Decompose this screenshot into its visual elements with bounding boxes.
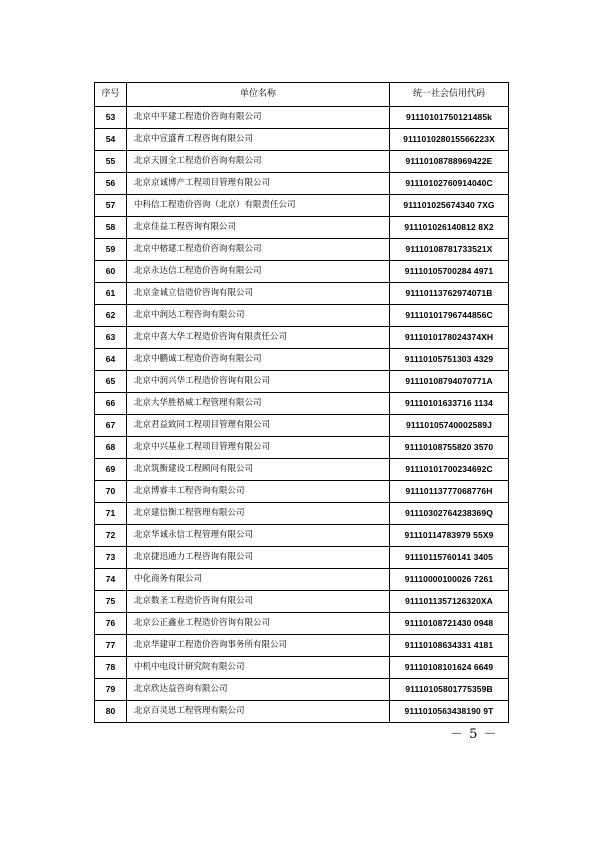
- table-row: [95, 195, 509, 217]
- credit-code-cell: 911101026140812 8X2: [390, 217, 509, 239]
- unit-name-cell: 中机中电设计研究院有限公司: [127, 657, 390, 679]
- credit-code-cell: 91110108788969422E: [390, 151, 509, 173]
- credit-code-cell: 91110101796744856C: [390, 305, 509, 327]
- table-row: [95, 547, 509, 569]
- unit-name-cell: 北京中宣盛育工程咨询有限公司: [127, 129, 390, 151]
- serial-number-cell: 73: [95, 547, 127, 569]
- table-row: [95, 635, 509, 657]
- credit-code-cell: 91110108721430 0948: [390, 613, 509, 635]
- table-row: [95, 327, 509, 349]
- serial-number-cell: 54: [95, 129, 127, 151]
- serial-number-cell: 76: [95, 613, 127, 635]
- serial-number-cell: 78: [95, 657, 127, 679]
- table-row: [95, 459, 509, 481]
- table-row: [95, 305, 509, 327]
- unit-name-cell: 北京京诚博产工程项目管理有限公司: [127, 173, 390, 195]
- serial-number-cell: 80: [95, 701, 127, 723]
- table-row: [95, 261, 509, 283]
- header-serial-number: 序号: [95, 83, 127, 107]
- unit-name-cell: 北京大华胜格威工程管理有限公司: [127, 393, 390, 415]
- serial-number-cell: 79: [95, 679, 127, 701]
- credit-code-cell: 911101025674340 7XG: [390, 195, 509, 217]
- serial-number-cell: 53: [95, 107, 127, 129]
- serial-number-cell: 56: [95, 173, 127, 195]
- table-row: [95, 481, 509, 503]
- serial-number-cell: 74: [95, 569, 127, 591]
- table-body: [95, 107, 509, 723]
- company-credit-code-table-container: [94, 82, 508, 723]
- unit-name-cell: 北京华诚永信工程管理有限公司: [127, 525, 390, 547]
- unit-name-cell: 北京建信衡工程管理有限公司: [127, 503, 390, 525]
- serial-number-cell: 75: [95, 591, 127, 613]
- unit-name-cell: 北京华建审工程造价咨询事务所有限公司: [127, 635, 390, 657]
- serial-number-cell: 64: [95, 349, 127, 371]
- table-row: [95, 129, 509, 151]
- credit-code-cell: 91110302764238369Q: [390, 503, 509, 525]
- credit-code-cell: 9111010178024374XH: [390, 327, 509, 349]
- unit-name-cell: 北京君益致同工程项目管理有限公司: [127, 415, 390, 437]
- unit-name-cell: 北京筑衡建设工程顾问有限公司: [127, 459, 390, 481]
- credit-code-cell: 91110102760914040C: [390, 173, 509, 195]
- unit-name-cell: 北京中榕建工程造价咨询有限公司: [127, 239, 390, 261]
- unit-name-cell: 中科信工程造价咨询（北京）有限责任公司: [127, 195, 390, 217]
- serial-number-cell: 61: [95, 283, 127, 305]
- unit-name-cell: 北京天圆全工程造价咨询有限公司: [127, 151, 390, 173]
- credit-code-cell: 9111010563438190 9T: [390, 701, 509, 723]
- serial-number-cell: 58: [95, 217, 127, 239]
- credit-code-cell: 91110114783979 55X9: [390, 525, 509, 547]
- serial-number-cell: 59: [95, 239, 127, 261]
- table-row: [95, 657, 509, 679]
- credit-code-cell: 9111011357126320XA: [390, 591, 509, 613]
- serial-number-cell: 65: [95, 371, 127, 393]
- unit-name-cell: 北京中润达工程咨询有限公司: [127, 305, 390, 327]
- unit-name-cell: 北京中润兴华工程造价咨询有限公司: [127, 371, 390, 393]
- credit-code-cell: 91110115760141 3405: [390, 547, 509, 569]
- unit-name-cell: 北京欣达益咨询有限公司: [127, 679, 390, 701]
- serial-number-cell: 70: [95, 481, 127, 503]
- table-row: [95, 239, 509, 261]
- unit-name-cell: 北京中兴基业工程项目管理有限公司: [127, 437, 390, 459]
- credit-code-cell: 91110101633716 1134: [390, 393, 509, 415]
- serial-number-cell: 55: [95, 151, 127, 173]
- table-row: [95, 371, 509, 393]
- table-row: [95, 525, 509, 547]
- credit-code-cell: 91110105801775359B: [390, 679, 509, 701]
- unit-name-cell: 北京博睿丰工程咨询有限公司: [127, 481, 390, 503]
- table-row: [95, 283, 509, 305]
- credit-code-cell: 91110105751303 4329: [390, 349, 509, 371]
- table-row: [95, 151, 509, 173]
- unit-name-cell: 北京数圣工程造价咨询有限公司: [127, 591, 390, 613]
- header-unit-name: 单位名称: [127, 83, 390, 107]
- credit-code-cell: 91110105700284 4971: [390, 261, 509, 283]
- unit-name-cell: 北京中喜大华工程造价咨询有限责任公司: [127, 327, 390, 349]
- serial-number-cell: 69: [95, 459, 127, 481]
- table-row: [95, 107, 509, 129]
- company-credit-code-table: [94, 82, 509, 723]
- page-number: － 5 －: [450, 727, 498, 742]
- table-row: [95, 613, 509, 635]
- credit-code-cell: 91110108794070771A: [390, 371, 509, 393]
- unit-name-cell: 北京中平建工程造价咨询有限公司: [127, 107, 390, 129]
- table-row: [95, 701, 509, 723]
- credit-code-cell: 91110101750121485k: [390, 107, 509, 129]
- credit-code-cell: 91110105740002589J: [390, 415, 509, 437]
- credit-code-cell: 91110101700234692C: [390, 459, 509, 481]
- table-row: [95, 393, 509, 415]
- table-row: [95, 591, 509, 613]
- table-row: [95, 679, 509, 701]
- credit-code-cell: 91110113777068776H: [390, 481, 509, 503]
- serial-number-cell: 67: [95, 415, 127, 437]
- credit-code-cell: 91110113762974071B: [390, 283, 509, 305]
- serial-number-cell: 71: [95, 503, 127, 525]
- serial-number-cell: 60: [95, 261, 127, 283]
- table-row: [95, 503, 509, 525]
- serial-number-cell: 63: [95, 327, 127, 349]
- serial-number-cell: 62: [95, 305, 127, 327]
- credit-code-cell: 911101028015566223X: [390, 129, 509, 151]
- unit-name-cell: 北京公正鑫业工程造价咨询有限公司: [127, 613, 390, 635]
- serial-number-cell: 68: [95, 437, 127, 459]
- credit-code-cell: 91110000100026 7261: [390, 569, 509, 591]
- table-row: [95, 217, 509, 239]
- table-row: [95, 437, 509, 459]
- unit-name-cell: 北京百灵思工程管理有限公司: [127, 701, 390, 723]
- unit-name-cell: 北京中鹏诚工程造价咨询有限公司: [127, 349, 390, 371]
- table-row: [95, 349, 509, 371]
- table-row: [95, 415, 509, 437]
- unit-name-cell: 中化商务有限公司: [127, 569, 390, 591]
- serial-number-cell: 66: [95, 393, 127, 415]
- serial-number-cell: 77: [95, 635, 127, 657]
- unit-name-cell: 北京金诚立信造价咨询有限公司: [127, 283, 390, 305]
- credit-code-cell: 91110108781733521X: [390, 239, 509, 261]
- unit-name-cell: 北京永达信工程造价咨询有限公司: [127, 261, 390, 283]
- credit-code-cell: 91110108101624 6649: [390, 657, 509, 679]
- unit-name-cell: 北京捷迅通力工程咨询有限公司: [127, 547, 390, 569]
- serial-number-cell: 57: [95, 195, 127, 217]
- unit-name-cell: 北京佳益工程咨询有限公司: [127, 217, 390, 239]
- table-header-row: [95, 83, 509, 107]
- header-credit-code: 统一社会信用代码: [390, 83, 509, 107]
- table-row: [95, 569, 509, 591]
- credit-code-cell: 91110108755820 3570: [390, 437, 509, 459]
- serial-number-cell: 72: [95, 525, 127, 547]
- table-row: [95, 173, 509, 195]
- credit-code-cell: 91110108634331 4181: [390, 635, 509, 657]
